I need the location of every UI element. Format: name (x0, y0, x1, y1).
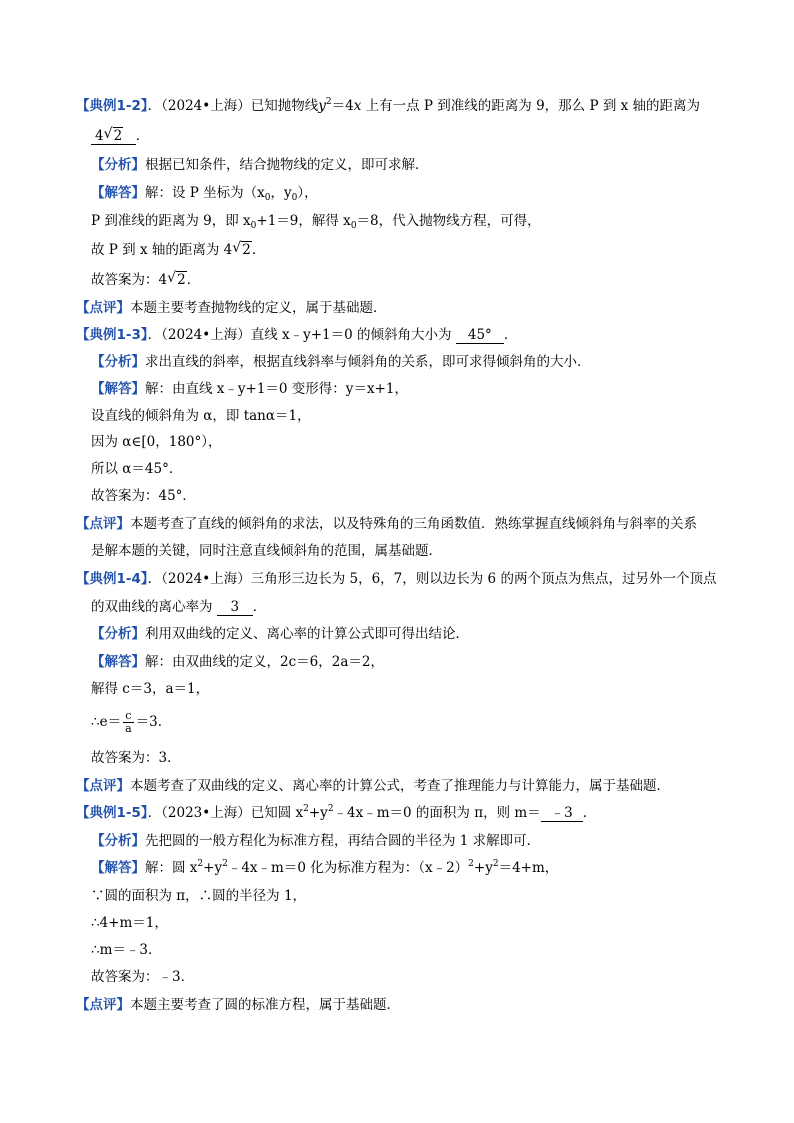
ex15-comment: 【点评】本题主要考查了圆的标准方程，属于基础题． (76, 997, 400, 1013)
ex14-answer-blank: 3 (217, 599, 253, 616)
ex14-comment: 【点评】本题考查了双曲线的定义、离心率的计算公式，考查了推理能力与计算能力，属于基础题． (76, 778, 670, 794)
ex14-tag: 【典例1-4】 (76, 571, 148, 587)
ex12-answer-blank: 4 √ 2 ． (91, 126, 149, 146)
ex13-comment-cont: 是解本题的关键，同时注意直线倾斜角的范围，属基础题． (91, 543, 442, 559)
ex13-comment: 【点评】本题考查了直线的倾斜角的求法，以及特殊角的三角函数值．熟练掌握直线倾斜角与斜率的关系 (76, 516, 697, 532)
ex13-answer-blank: 45° (456, 327, 504, 344)
ex14-step: ∴e＝ $\frac{c}{a}$ ＝3． (91, 709, 172, 735)
ex15-question: 【典例1-5】．（2023•上海）已知圆 $x^2+y^2﹣4x﹣m=0$ 的面积为 π，则 m＝ ﹣3 ． (76, 804, 597, 821)
ex12-comment: 【点评】本题主要考查抛物线的定义，属于基础题． (76, 300, 387, 316)
ex15-tag: 【典例1-5】 (76, 805, 148, 821)
ex14-question-cont: 的双曲线的离心率为 3 ． (91, 599, 267, 615)
ex12-question-tail: 上有一点 P 到准线的距离为 9，那么 P 到 x 轴的距离为 (365, 98, 701, 114)
ex15-step: ∴4+m＝1， (91, 915, 168, 931)
ex15-solution: 【解答】解：圆 $x^2+y^2﹣4x﹣m=0$ 化为标准方程为：$(x﹣2)^2+y^2=4+m$， (91, 859, 559, 876)
ex14-analysis: 【分析】利用双曲线的定义、离心率的计算公式即可得出结论． (91, 626, 469, 642)
ex12-step: 故 P 到 x 轴的距离为 4 √ 2． (91, 240, 266, 258)
sqrt-symbol: √ 2 (103, 126, 123, 144)
ex13-analysis: 【分析】求出直线的斜率，根据直线斜率与倾斜角的关系，即可求得倾斜角的大小． (91, 354, 591, 370)
ex13-question: 【典例1-3】．（2024•上海）直线 x﹣y+1＝0 的倾斜角大小为 45° ． (76, 327, 518, 343)
ex15-analysis: 【分析】先把圆的一般方程化为标准方程，再结合圆的半径为 1 求解即可． (91, 833, 541, 849)
fraction: $\frac{c}{a}$ (125, 709, 132, 735)
ex14-question: 【典例1-4】．（2024•上海）三角形三边长为 5，6，7，则以边长为 6 的两个顶点为焦点，过另外一个顶点 (76, 571, 717, 587)
ex14-step: 解得 c＝3，a＝1， (91, 681, 210, 697)
sqrt-symbol: √ 2 (167, 270, 186, 288)
ex12-source: ．（2024•上海）已知抛物线 (147, 98, 319, 114)
ex13-final-answer: 故答案为：45°． (91, 488, 196, 504)
ex15-answer-blank: ﹣3 (541, 805, 583, 822)
ex13-step: 所以 α＝45°． (91, 461, 183, 477)
ex12-analysis: 【分析】根据已知条件，结合抛物线的定义，即可求解． (91, 157, 429, 173)
ex12-tag: 【典例1-2】 (76, 98, 148, 114)
ex15-step: ∴m＝﹣3． (91, 942, 162, 958)
ex13-solution: 【解答】解：由直线 x﹣y+1＝0 变形得：y＝x+1， (91, 381, 408, 397)
sqrt-symbol: √ 2 (232, 240, 251, 258)
ex12-solution: 【解答】解：设 P 坐标为（$x_0$，$y_0$）， (91, 185, 318, 203)
ex12-question: 【典例1-2】．（2024•上海）已知抛物线$y^2=4x$ 上有一点 P 到准线的距离为 9，那么 P 到 x 轴的距离为 (76, 97, 701, 114)
ex12-step: P 到准线的距离为 9，即 $x_0+1=9$，解得 $x_0=8$，代入抛物线方程，可得， (91, 213, 541, 231)
ex14-final-answer: 故答案为：3． (91, 750, 181, 766)
ex12-final-answer: 故答案为：4 √ 2． (91, 270, 201, 288)
ex13-step: 设直线的倾斜角为 α，即 tanα＝1， (91, 408, 311, 424)
ex13-step: 因为 α∈[0，180°）， (91, 434, 222, 450)
ex13-tag: 【典例1-3】 (76, 327, 148, 343)
ex15-step: ∵圆的面积为 π，∴圆的半径为 1， (91, 888, 307, 904)
ex14-solution: 【解答】解：由双曲线的定义，2c＝6，2a＝2， (91, 654, 384, 670)
ex15-final-answer: 故答案为：﹣3． (91, 969, 195, 985)
